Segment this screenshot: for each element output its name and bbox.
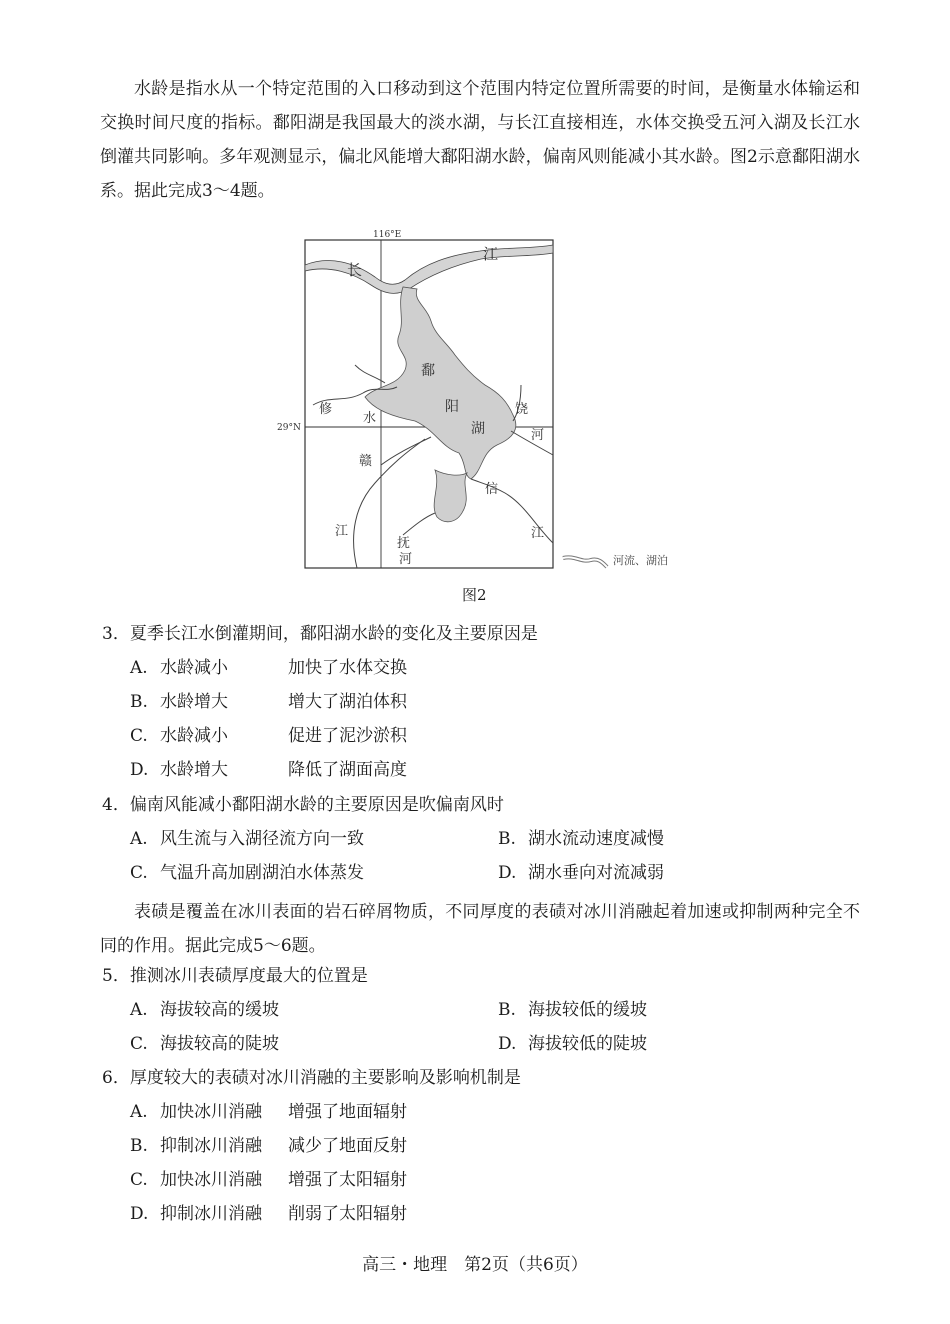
q4-option-b[interactable] (498, 827, 664, 851)
q4-option-c[interactable] (130, 861, 364, 885)
option-part-b: 增强了地面辐射 (288, 1102, 407, 1122)
q5-option-a[interactable] (130, 998, 279, 1022)
question-4-stem: 4．偏南风能减小鄱阳湖水龄的主要原因是吹偏南风时 (102, 795, 504, 815)
option-label: B. (130, 692, 148, 712)
option-part-a: 加快冰川消融 (160, 1102, 262, 1122)
option-part-a: 水龄增大 (160, 760, 228, 780)
option-part-a: 水龄增大 (160, 692, 228, 712)
option-part-b: 减少了地面反射 (288, 1136, 407, 1156)
label-yang: 阳 (445, 399, 459, 415)
question-3-stem: 3．夏季长江水倒灌期间，鄱阳湖水龄的变化及主要原因是 (102, 624, 538, 644)
label-shui: 水 (363, 411, 377, 426)
option-part-b: 加快了水体交换 (288, 658, 407, 678)
q3-option-b[interactable] (130, 690, 407, 714)
label-po: 鄱 (421, 363, 435, 379)
option-text: 海拔较高的缓坡 (160, 1000, 279, 1020)
label-jiang-top: 江 (483, 245, 499, 263)
label-fuhe-he: 河 (399, 552, 413, 567)
option-label: D. (130, 1204, 149, 1224)
option-part-b: 增大了湖泊体积 (288, 692, 407, 712)
question-5-stem: 5．推测冰川表碛厚度最大的位置是 (102, 966, 368, 986)
label-xin: 信 (485, 482, 499, 497)
label-fu: 抚 (397, 536, 411, 551)
option-part-a: 水龄减小 (160, 658, 228, 678)
option-text: 海拔较低的陡坡 (528, 1034, 647, 1054)
option-part-b: 削弱了太阳辐射 (288, 1204, 407, 1224)
latitude-label: 29°N (277, 423, 301, 433)
label-rao: 饶 (515, 402, 529, 417)
option-label: A. (130, 829, 148, 849)
q6-option-b[interactable] (130, 1134, 407, 1158)
question-6-stem: 6．厚度较大的表碛对冰川消融的主要影响及影响机制是 (102, 1068, 521, 1088)
figure-caption: 图2 (462, 586, 487, 604)
q3-option-c[interactable] (130, 724, 407, 748)
option-label: C. (130, 726, 148, 746)
legend-label: 河流、湖泊 (613, 554, 668, 567)
option-label: A. (130, 1000, 148, 1020)
option-label: B. (498, 1000, 516, 1020)
label-chang: 长 (347, 261, 363, 279)
option-text: 海拔较高的陡坡 (160, 1034, 279, 1054)
option-label: D. (498, 863, 517, 883)
q4-option-d[interactable] (498, 861, 664, 885)
option-part-a: 抑制冰川消融 (160, 1136, 262, 1156)
label-ganjiang-jiang: 江 (335, 524, 349, 539)
option-label: C. (130, 863, 148, 883)
option-label: A. (130, 1102, 148, 1122)
option-label: D. (498, 1034, 517, 1054)
label-hu: 湖 (471, 421, 485, 437)
q3-option-a[interactable] (130, 656, 407, 680)
q5-option-c[interactable] (130, 1032, 279, 1056)
intro-paragraph-2: 表碛是覆盖在冰川表面的岩石碎屑物质，不同厚度的表碛对冰川消融起着加速或抑制两种完全不同的作用。据此完成5～6题。 (100, 902, 860, 956)
option-text: 风生流与入湖径流方向一致 (160, 829, 364, 849)
option-part-b: 促进了泥沙淤积 (288, 726, 407, 746)
label-gan: 赣 (359, 454, 373, 469)
q4-option-a[interactable] (130, 827, 364, 851)
option-part-a: 加快冰川消融 (160, 1170, 262, 1190)
option-text: 海拔较低的缓坡 (528, 1000, 647, 1020)
option-text: 气温升高加剧湖泊水体蒸发 (160, 863, 364, 883)
option-label: A. (130, 658, 148, 678)
q6-option-d[interactable] (130, 1202, 407, 1226)
option-text: 湖水流动速度减慢 (528, 829, 664, 849)
intro-paragraph: 水龄是指水从一个特定范围的入口移动到这个范围内特定位置所需要的时间，是衡量水体输运和交换时间尺度的指标。鄱阳湖是我国最大的淡水湖，与长江直接相连，水体交换受五河入湖及长江水倒灌共同影响。多年观测显示，偏北风能增大鄱阳湖水龄，偏南风则能减小其水龄。图2示意鄱阳湖水系。据此完成3～4题。 (100, 79, 860, 201)
option-part-b: 增强了太阳辐射 (288, 1170, 407, 1190)
poyang-lake-map (277, 225, 685, 577)
option-label: D. (130, 760, 149, 780)
q5-option-b[interactable] (498, 998, 647, 1022)
q3-option-d[interactable] (130, 758, 407, 782)
option-part-b: 降低了湖面高度 (288, 760, 407, 780)
option-label: C. (130, 1170, 148, 1190)
label-xiu: 修 (319, 402, 333, 417)
label-xinjiang-jiang: 江 (531, 526, 545, 541)
option-label: B. (498, 829, 516, 849)
option-label: C. (130, 1034, 148, 1054)
page-footer: 高三・地理 第2页（共6页） (362, 1255, 588, 1275)
option-label: B. (130, 1136, 148, 1156)
q6-option-c[interactable] (130, 1168, 407, 1192)
q5-option-d[interactable] (498, 1032, 647, 1056)
option-part-a: 抑制冰川消融 (160, 1204, 262, 1224)
option-text: 湖水垂向对流减弱 (528, 863, 664, 883)
option-part-a: 水龄减小 (160, 726, 228, 746)
q6-option-a[interactable] (130, 1100, 407, 1124)
label-raohe-he: 河 (531, 428, 545, 443)
longitude-label: 116°E (373, 230, 402, 240)
